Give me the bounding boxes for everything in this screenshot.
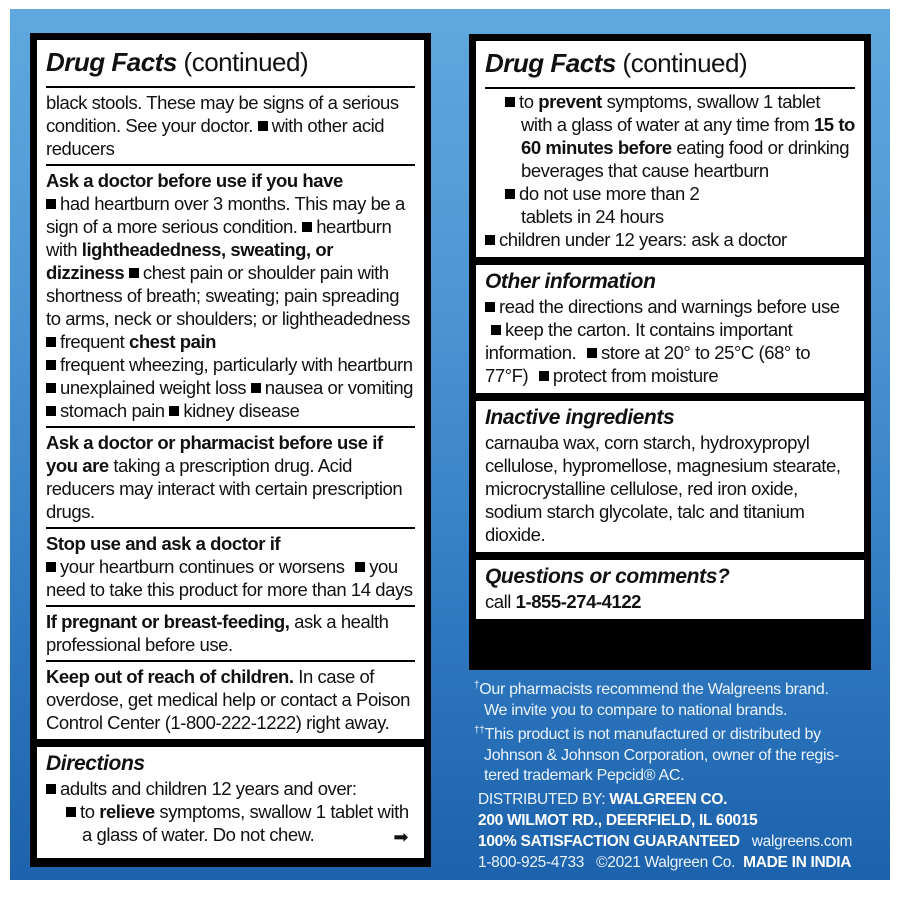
- distributor-name: WALGREEN CO.: [609, 791, 728, 808]
- bullet-icon: [251, 383, 261, 393]
- drug-facts-panel-right: [469, 34, 871, 670]
- ask-doctor-block: Ask a doctor before use if you have had heartburn over 3 months. This may be a sign of a more serious condition. heartburn with lightheadedness, sweating, or dizziness chest pain or shoulder pain with shortness of breath; sweating; pain spreading to arms, neck or shoulders; or lightheadedness frequent chest pain frequent wheezing, particularly with heartburn unexplained weight loss nausea or vomiting stomach pain kidney disease: [46, 164, 415, 422]
- continued-warning: black stools. These may be signs of a serious condition. See your doctor. with other acid reducers: [46, 86, 415, 160]
- keep-out-block: Keep out of reach of children. In case of overdose, get medical help or contact a Poison Control Center (1-800-222-1222) right away.: [46, 660, 415, 734]
- warnings-section: [37, 40, 424, 739]
- stop-use-block: Stop use and ask a doctor if your heartburn continues or worsens you need to take this product for more than 14 days: [46, 527, 415, 601]
- panel-title: Drug Facts (continued): [46, 47, 309, 77]
- questions-heading: Questions or comments?: [485, 565, 730, 588]
- bullet-icon: [66, 807, 76, 817]
- bullet-icon: [587, 348, 597, 358]
- bullet-icon: [129, 268, 139, 278]
- bullet-icon: [302, 222, 312, 232]
- questions-phone: 1-855-274-4122: [515, 591, 642, 612]
- questions-section: Questions or comments? call 1-855-274-4122: [476, 560, 864, 619]
- inactive-ingredients-section: Inactive ingredients carnauba wax, corn starch, hydroxypropyl cellulose, hypromellose, magnesium stearate, microcrystalline cellulose, red iron oxide, sodium starch glycolate, talc and titanium dioxide.: [476, 401, 864, 552]
- bullet-icon: [355, 562, 365, 572]
- bullet-icon: [539, 371, 549, 381]
- pregnancy-block: If pregnant or breast-feeding, ask a health professional before use.: [46, 605, 415, 656]
- directions-heading: Directions: [46, 752, 145, 775]
- ask-doctor-heading: Ask a doctor before use if you have: [46, 170, 343, 191]
- bullet-icon: [46, 784, 56, 794]
- bullet-icon: [46, 199, 56, 209]
- other-information-section: Other information read the directions and warnings before use keep the carton. It contains important information. store at 20° to 25°C (68° to 77°F) protect from moisture: [476, 265, 864, 393]
- website-link[interactable]: walgreens.com: [751, 833, 853, 850]
- footnotes: †Our pharmacists recommend the Walgreens brand. We invite you to compare to national brands. ††This product is not manufactured or distributed by Johnson & Johnson Corporation, owner of the regis- tered trademark Pepcid® AC.: [474, 680, 839, 784]
- distributor-address: 200 WILMOT RD., DEERFIELD, IL 60015: [478, 812, 758, 829]
- bullet-icon: [258, 121, 268, 131]
- bullet-icon: [505, 97, 515, 107]
- panel-title: Drug Facts (continued): [485, 48, 748, 78]
- distributor-phone: 1-800-925-4733: [478, 854, 585, 871]
- directions-section: Directions adults and children 12 years and over: to relieve symptoms, swallow 1 tablet with a glass of water. Do not chew. ➡: [37, 747, 424, 858]
- bullet-icon: [169, 406, 179, 416]
- bullet-icon: [485, 235, 495, 245]
- bullet-icon: [46, 360, 56, 370]
- bullet-icon: [46, 406, 56, 416]
- bullet-icon: [46, 383, 56, 393]
- bullet-icon: [46, 562, 56, 572]
- drug-facts-panel-left: [30, 33, 431, 867]
- bullet-icon: [46, 337, 56, 347]
- directions-continued-section: Drug Facts (continued) to prevent symptoms, swallow 1 tablet with a glass of water at any time from 15 to 60 minutes before eating food or drinking beverages that cause heartburn do not use more than 2 tablets in 24 hours children under 12 years: ask a doctor: [476, 41, 864, 257]
- bullet-icon: [505, 189, 515, 199]
- inactive-ingredients-heading: Inactive ingredients: [485, 406, 675, 429]
- ask-pharmacist-block: Ask a doctor or pharmacist before use if you are taking a prescription drug. Acid reducers may interact with certain prescription drugs.: [46, 426, 415, 523]
- other-information-heading: Other information: [485, 270, 656, 293]
- bullet-icon: [491, 325, 501, 335]
- distributor-info: DISTRIBUTED BY: WALGREEN CO. 200 WILMOT RD., DEERFIELD, IL 60015 100% SATISFACTION GUARANTEED walgreens.com 1-800-925-4733 ©2021 Walgreen Co. MADE IN INDIA: [478, 789, 878, 873]
- continue-arrow-icon: ➡: [393, 827, 408, 847]
- bullet-icon: [485, 302, 495, 312]
